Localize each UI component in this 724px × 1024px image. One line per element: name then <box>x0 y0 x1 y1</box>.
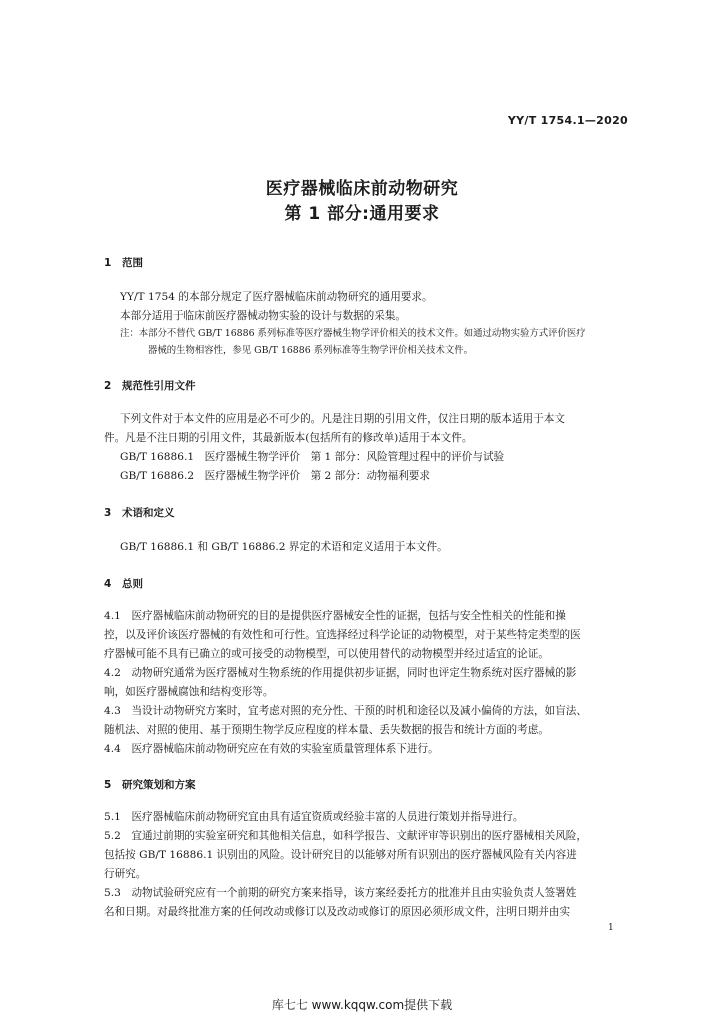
section-number: 5 <box>104 779 112 791</box>
paragraph-line: 疗器械可能不具有已确立的或可接受的动物模型，可以使用替代的动物模型并经过适宜的论证。 <box>104 648 549 660</box>
document-subtitle: 第 1 部分:通用要求 <box>284 204 440 224</box>
section-2-heading <box>104 378 196 393</box>
paragraph-line: 5.2 宜通过前期的实验室研究和其他相关信息，如科学报告、文献评审等识别出的医疗器械相关风险， <box>104 830 587 842</box>
paragraph-line: 包括按 GB/T 16886.1 识别出的风险。设计研究目的以能够对所有识别出的医疗器械风险有关内容进 <box>104 849 577 861</box>
section-number: 1 <box>104 257 112 269</box>
paragraph-line: 随机法、对照的使用、基于预期生物学反应程度的样本量、丢失数据的报告和统计方面的考虑。 <box>104 724 549 736</box>
paragraph-line: 4.1 医疗器械临床前动物研究的目的是提供医疗器械安全性的证据，包括与安全性相关的性能和操 <box>104 610 566 622</box>
note-line: 注：本部分不替代 GB/T 16886 系列标准等医疗器械生物学评价相关的技术文件。如通过动物实验方式评价医疗 <box>120 328 586 339</box>
paragraph-line: 本部分适用于临床前医疗器械动物实验的设计与数据的采集。 <box>120 310 407 322</box>
paragraph-line: 5.3 动物试验研究应有一个前期的研究方案来指导，该方案经委托方的批准并且由实验负责人签署姓 <box>104 887 577 899</box>
footer-download-note: 库七七 www.kqqw.com提供下载 <box>271 998 453 1012</box>
paragraph-line: GB/T 16886.1 和 GB/T 16886.2 界定的术语和定义适用于本文件。 <box>120 541 448 553</box>
section-title: 术语和定义 <box>122 507 175 519</box>
section-title: 范围 <box>122 257 143 269</box>
document-title: 医疗器械临床前动物研究 <box>265 179 459 199</box>
paragraph-line: YY/T 1754 的本部分规定了医疗器械临床前动物研究的通用要求。 <box>120 291 433 303</box>
paragraph-line: 件。凡是不注日期的引用文件，其最新版本(包括所有的修改单)适用于本文件。 <box>104 432 473 444</box>
section-number: 3 <box>104 507 112 519</box>
section-number: 4 <box>104 578 112 590</box>
note-line: 器械的生物相容性，参见 GB/T 16886 系列标准等生物学评价相关技术文件。 <box>148 345 474 356</box>
section-5-heading <box>104 777 196 792</box>
page-number: 1 <box>608 923 614 933</box>
reference-item: GB/T 16886.2 医疗器械生物学评价 第 2 部分：动物福利要求 <box>120 470 430 482</box>
paragraph-line: 控，以及评价该医疗器械的有效性和可行性。宜选择经过科学论证的动物模型，对于某些特定类型的医 <box>104 629 581 641</box>
paragraph-line: 4.3 当设计动物研究方案时，宜考虑对照的充分性、干预的时机和途径以及减小偏倚的方法，如盲法、 <box>104 705 587 717</box>
paragraph-line: 行研究。 <box>104 868 147 880</box>
section-4-heading <box>104 576 143 591</box>
section-title: 总则 <box>122 578 143 590</box>
reference-item: GB/T 16886.1 医疗器械生物学评价 第 1 部分：风险管理过程中的评价与试验 <box>120 451 505 463</box>
section-1-heading <box>104 255 143 270</box>
paragraph-line: 下列文件对于本文件的应用是必不可少的。凡是注日期的引用文件，仅注日期的版本适用于本文 <box>120 413 565 425</box>
paragraph-line: 响，如医疗器械腐蚀和结构变形等。 <box>104 686 274 698</box>
section-number: 2 <box>104 380 112 392</box>
standard-code: YY/T 1754.1—2020 <box>507 114 628 127</box>
paragraph-line: 4.2 动物研究通常为医疗器械对生物系统的作用提供初步证据，同时也评定生物系统对医疗器械的影 <box>104 667 577 679</box>
section-title: 规范性引用文件 <box>122 380 196 392</box>
paragraph-line: 4.4 医疗器械临床前动物研究应在有效的实验室质量管理体系下进行。 <box>104 743 439 755</box>
paragraph-line: 5.1 医疗器械临床前动物研究宜由具有适宜资质或经验丰富的人员进行策划并指导进行。 <box>104 811 524 823</box>
section-title: 研究策划和方案 <box>122 779 196 791</box>
paragraph-line: 名和日期。对最终批准方案的任何改动或修订以及改动或修订的原因必须形成文件，注明日期并由实 <box>104 906 571 918</box>
section-3-heading <box>104 505 175 520</box>
